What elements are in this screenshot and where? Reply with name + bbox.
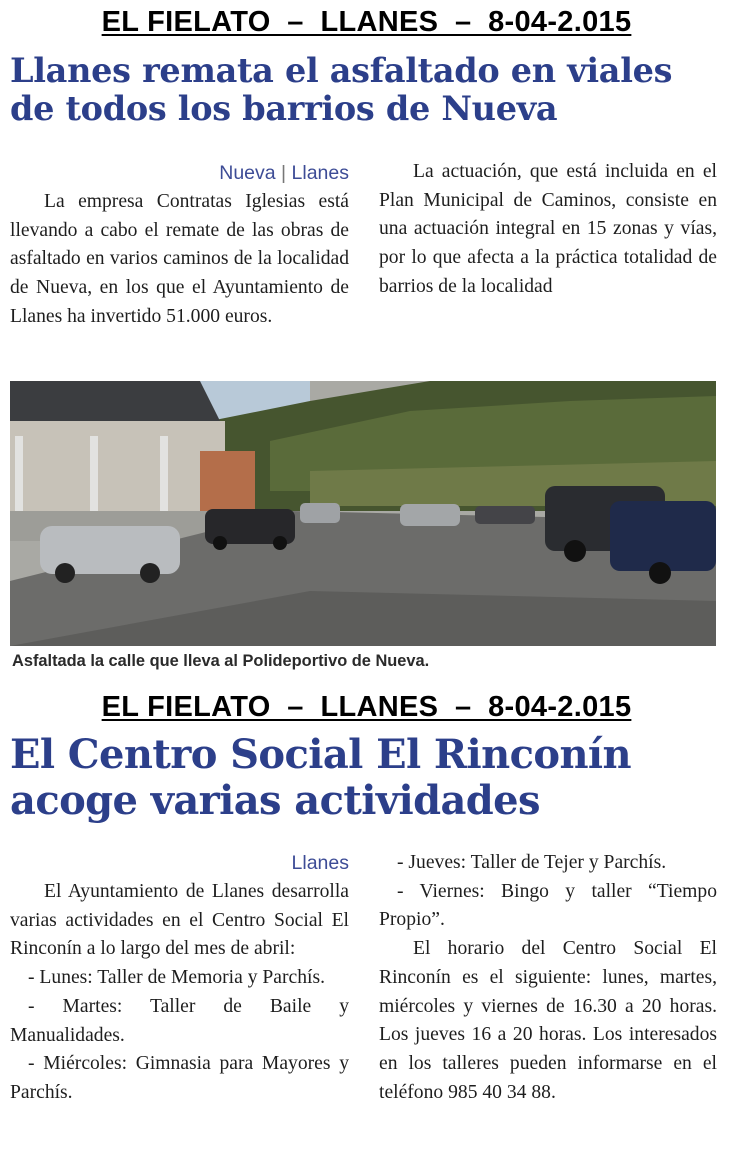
activity-wednesday: - Miércoles: Gimnasia para Mayores y Parchís. [10, 1053, 349, 1103]
article1-headline: Llanes remata el asfaltado en viales de todos los barrios de Nueva [10, 51, 673, 128]
photo-caption: Asfaltada la calle que lleva al Polideportivo de Nueva. [12, 652, 430, 670]
article1-byline [10, 160, 349, 186]
activity-monday: - Lunes: Taller de Memoria y Parchís. [28, 967, 325, 989]
article2-column-right [379, 849, 717, 1107]
article2-paragraph-1: El Ayuntamiento de Llanes desarrolla varias actividades en el Centro Social El Rinconín a lo largo del mes de abril: [10, 881, 349, 960]
article1-column-left [10, 160, 349, 332]
activity-thursday: - Jueves: Taller de Tejer y Parchís. [397, 852, 667, 873]
article2-column-left [10, 850, 349, 1108]
byline-separator: | [281, 162, 287, 184]
source-line-bottom: EL FIELATO – LLANES – 8-04-2.015 [101, 691, 632, 723]
street-photo [10, 381, 716, 646]
byline-town: Llanes [291, 162, 349, 184]
photo-illustration [10, 381, 716, 646]
activity-tuesday: - Martes: Taller de Baile y Manualidades. [10, 995, 349, 1046]
article1-paragraph-2: La actuación, que está incluida en el Plan Municipal de Caminos, consiste en una actuación integral en 15 zonas y vías, por lo que afecta a la práctica totalidad de barrios de la localidad [379, 161, 717, 297]
article2-headline: El Centro Social El Rinconín acoge varias actividades [10, 731, 632, 824]
article2-byline [10, 850, 349, 876]
byline-town: Llanes [291, 852, 349, 874]
schedule-paragraph: El horario del Centro Social El Rinconín es el siguiente: lunes, martes, miércoles y viernes de 16.30 a 20 horas. Los jueves 16 a 20 horas. Los interesados en los talleres pueden informarse en el teléfono 985 40 34 88. [379, 938, 717, 1103]
source-line-top: EL FIELATO – LLANES – 8-04-2.015 [101, 6, 632, 38]
activity-friday: - Viernes: Bingo y taller “Tiempo Propio”. [379, 880, 717, 931]
byline-place: Nueva [219, 162, 276, 184]
article1-column-right [379, 158, 717, 302]
article1-paragraph-1: La empresa Contratas Iglesias está llevando a cabo el remate de las obras de asfaltado en varios caminos de la localidad de Nueva, en los que el Ayuntamiento de Llanes ha invertido 51.000 euros. [10, 191, 349, 327]
